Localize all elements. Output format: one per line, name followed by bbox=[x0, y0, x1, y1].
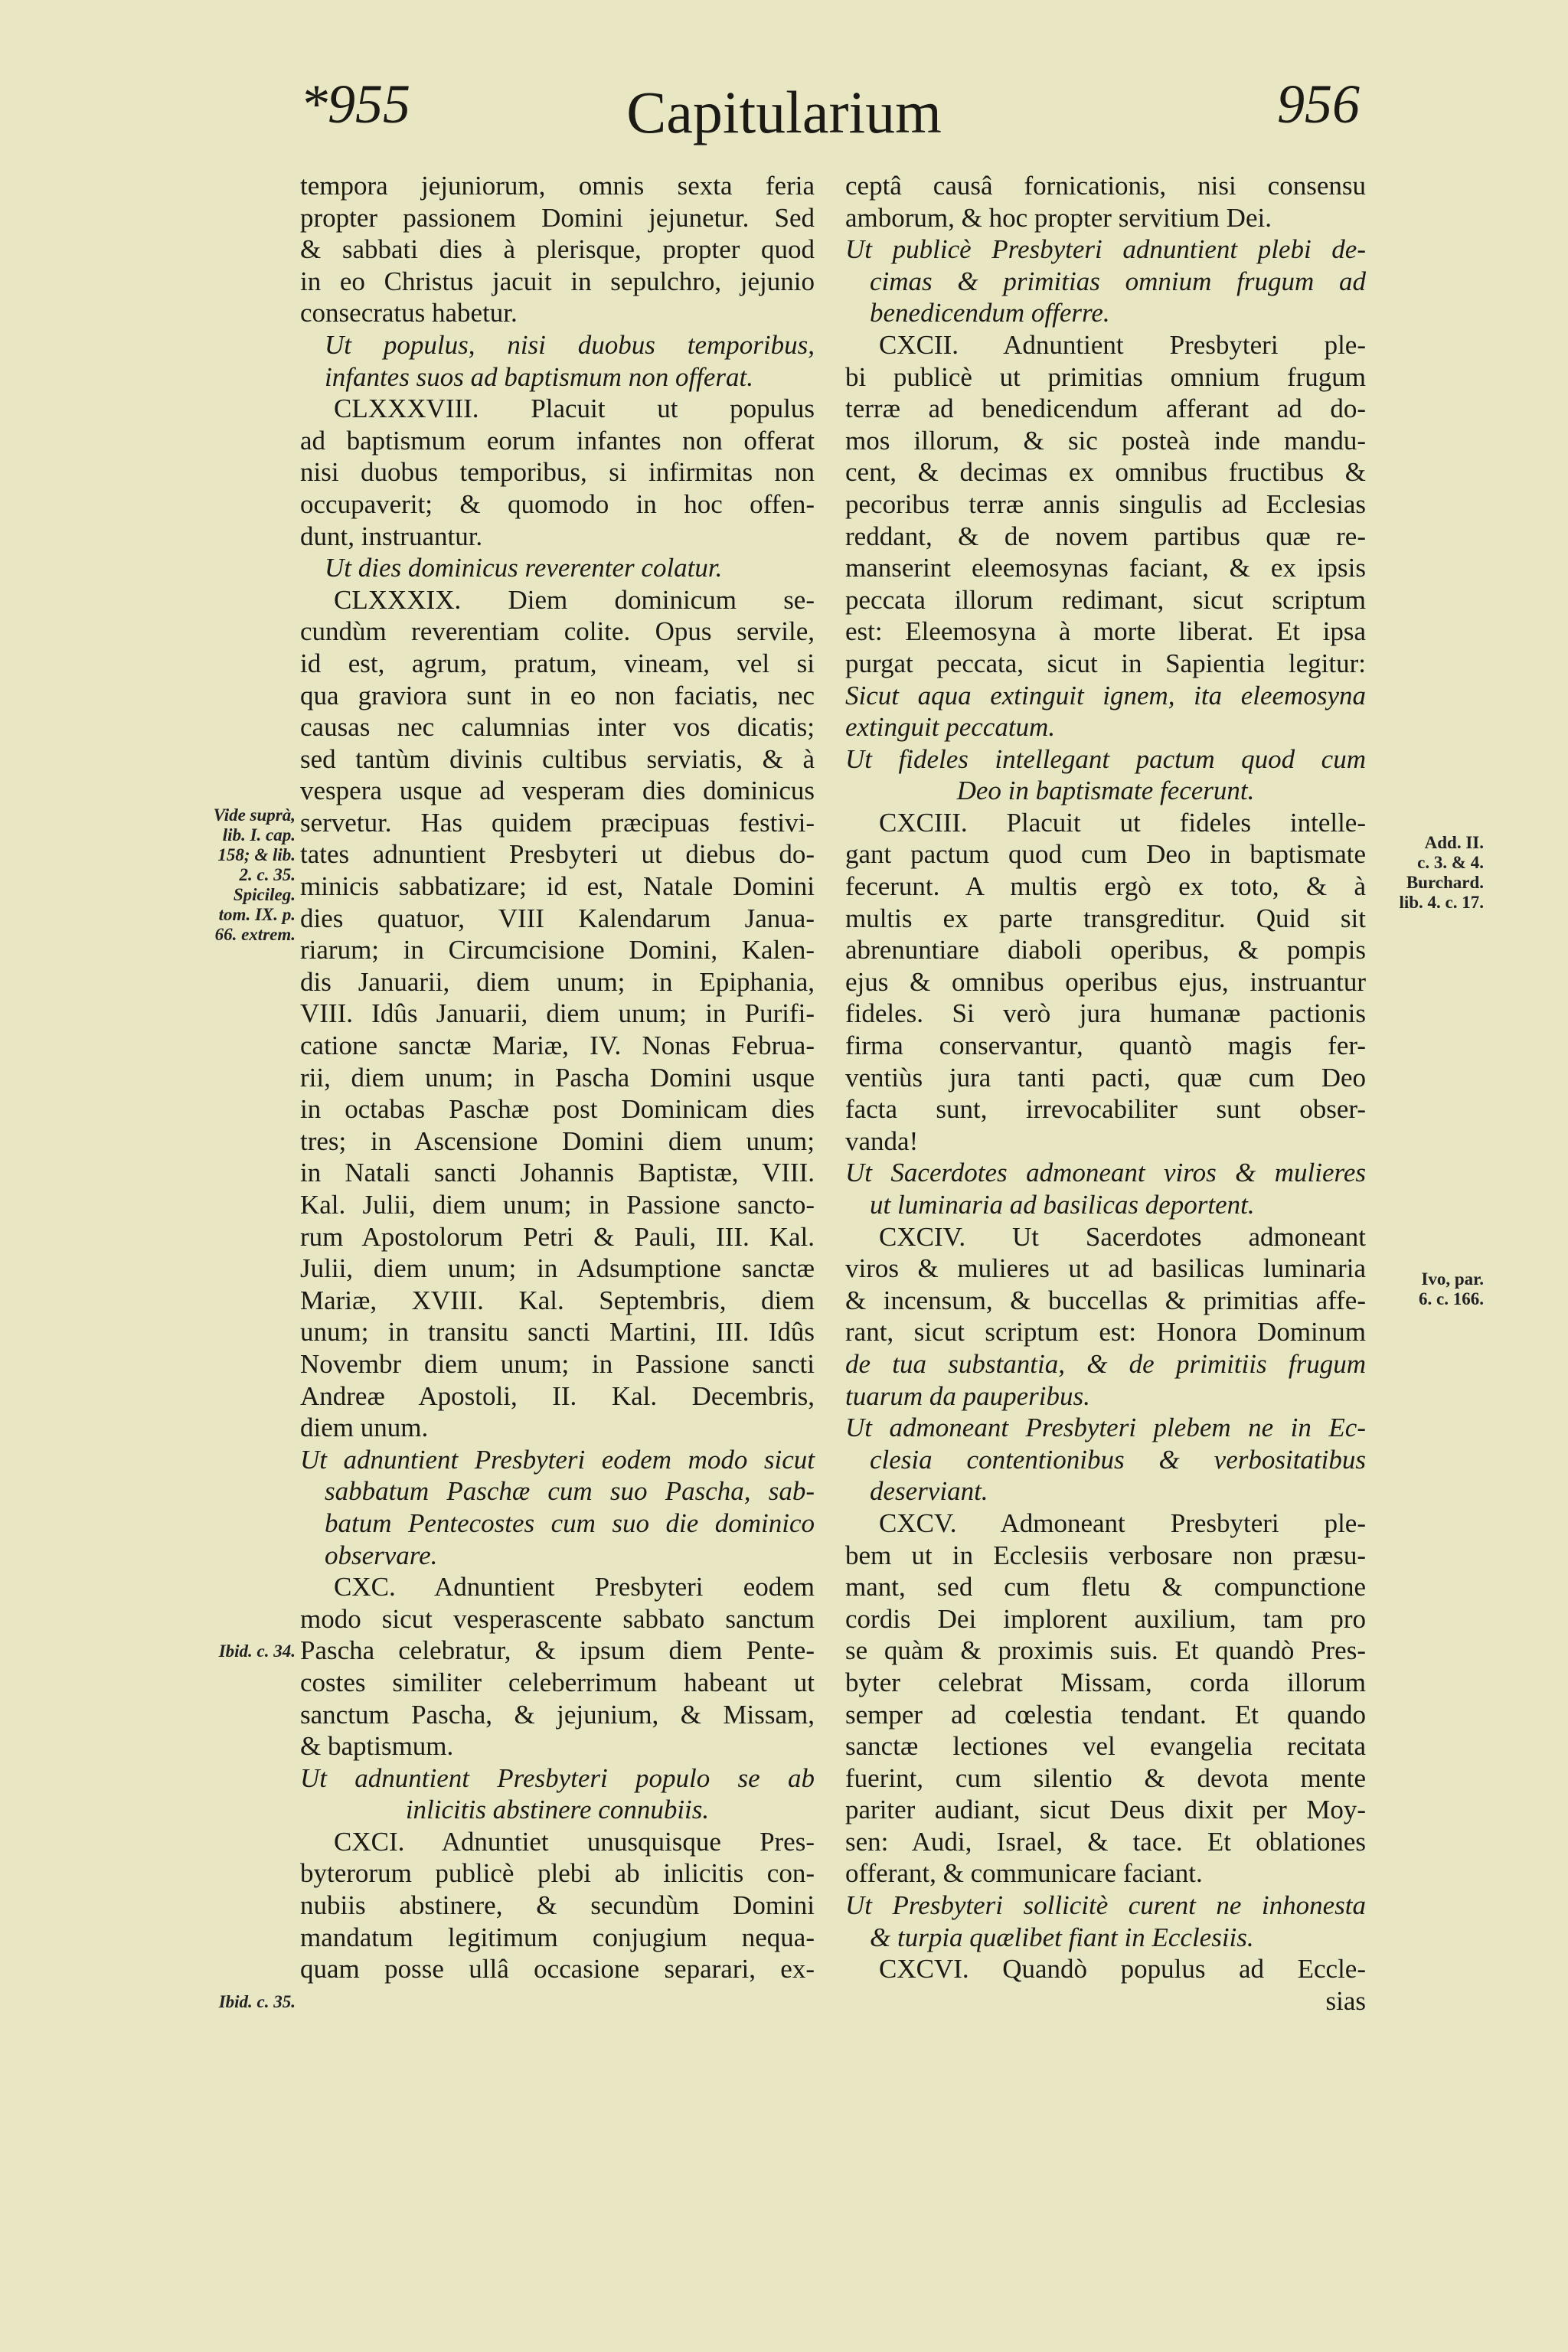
text-line: tempora jejuniorum, omnis sexta feria bbox=[300, 171, 815, 201]
text-line: CXCIII. Placuit ut fideles intelle- bbox=[879, 807, 1366, 838]
text-line: Julii, diem unum; in Adsumptione sanctæ bbox=[300, 1253, 815, 1284]
text-line: tates adnuntient Presbyteri ut diebus do- bbox=[300, 839, 815, 870]
text-line: rii, diem unum; in Pascha Domini usque bbox=[300, 1062, 815, 1093]
text-line: byterorum publicè plebi ab inlicitis con- bbox=[300, 1858, 815, 1889]
text-line: gant pactum quod cum Deo in baptismate bbox=[845, 839, 1366, 870]
text-line: Ut Presbyteri sollicitè curent ne inhonesta bbox=[845, 1890, 1366, 1921]
text-line: minicis sabbatizare; id est, Natale Domini bbox=[300, 871, 815, 902]
text-line: dis Januarii, diem unum; in Epiphania, bbox=[300, 966, 815, 997]
text-line: CLXXXVIII. Placuit ut populus bbox=[334, 394, 815, 424]
text-line: pecoribus terræ annis singulis ad Ecclesias bbox=[845, 488, 1366, 519]
running-title: Capitularium bbox=[626, 79, 942, 145]
margin-note-ibid-35 bbox=[173, 1992, 296, 2012]
text-line: offerant, & communicare faciant. bbox=[845, 1858, 1203, 1889]
text-line: Mariæ, XVIII. Kal. Septembris, diem bbox=[300, 1285, 815, 1315]
text-line: nubiis abstinere, & secundùm Domini bbox=[300, 1890, 815, 1921]
text-line: observare. bbox=[325, 1540, 438, 1570]
text-line: Ut populus, nisi duobus temporibus, bbox=[325, 329, 815, 360]
text-line: sanctæ lectiones vel evangelia recitata bbox=[845, 1731, 1366, 1762]
text-line: semper ad cœlestia tendant. Et quando bbox=[845, 1699, 1366, 1730]
text-line: benedicendum offerre. bbox=[870, 298, 1110, 328]
margin-note-line: 158; & lib. bbox=[217, 845, 296, 864]
text-line: Sicut aqua extinguit ignem, ita eleemosyna bbox=[845, 680, 1366, 710]
text-line: Ut dies dominicus reverenter colatur. bbox=[325, 553, 723, 583]
text-line: Kal. Julii, diem unum; in Passione sancto- bbox=[300, 1190, 815, 1220]
text-line: sias bbox=[1325, 1985, 1366, 2016]
text-line: id est, agrum, pratum, vineam, vel si bbox=[300, 648, 815, 678]
text-line: CXCI. Adnuntiet unusquisque Pres- bbox=[334, 1826, 815, 1857]
text-line: cimas & primitias omnium frugum ad bbox=[870, 266, 1366, 296]
text-line: ejus & omnibus operibus ejus, instruantur bbox=[845, 966, 1366, 997]
text-line: pariter audiant, sicut Deus dixit per Moy- bbox=[845, 1795, 1366, 1825]
text-line: bi publicè ut primitias omnium frugum bbox=[845, 361, 1366, 392]
text-line: cundùm reverentiam colite. Opus servile, bbox=[300, 616, 815, 647]
text-line: clesia contentionibus & verbositatibus bbox=[870, 1444, 1366, 1475]
text-line: ceptâ causâ fornicationis, nisi consensu bbox=[845, 171, 1366, 201]
text-line: mandatum legitimum conjugium nequa- bbox=[300, 1922, 815, 1952]
margin-note-line: Ivo, par. bbox=[1421, 1269, 1484, 1289]
text-line: mant, sed cum fletu & compunctione bbox=[845, 1572, 1366, 1602]
text-line: vespera usque ad vesperam dies dominicus bbox=[300, 776, 815, 806]
margin-note-line: 6. c. 166. bbox=[1419, 1289, 1484, 1308]
text-line: riarum; in Circumcisione Domini, Kalen- bbox=[300, 935, 815, 965]
text-line: reddant, & de novem partibus quæ re- bbox=[845, 521, 1366, 551]
margin-note-line: lib. I. cap. bbox=[222, 825, 296, 844]
text-line: tuarum da pauperibus. bbox=[845, 1380, 1090, 1411]
text-line: CXCV. Admoneant Presbyteri ple- bbox=[879, 1508, 1366, 1538]
text-line: quam posse ullâ occasione separari, ex- bbox=[300, 1954, 815, 1984]
text-line: diem unum. bbox=[300, 1413, 429, 1443]
margin-note-ivo bbox=[1392, 1269, 1484, 1309]
text-line: sed tantùm divinis cultibus serviatis, & à bbox=[300, 743, 815, 774]
text-line: qua graviora sunt in eo non faciatis, nec bbox=[300, 680, 815, 710]
text-line: catione sanctæ Mariæ, IV. Nonas Februa- bbox=[300, 1031, 815, 1061]
text-line: & incensum, & buccellas & primitias affe- bbox=[845, 1285, 1366, 1315]
text-line: tres; in Ascensione Domini diem unum; bbox=[300, 1125, 815, 1156]
text-line: dies quatuor, VIII Kalendarum Janua- bbox=[300, 903, 815, 933]
text-line: ventiùs jura tanti pacti, quæ cum Deo bbox=[845, 1062, 1366, 1093]
left-page-number: *955 bbox=[300, 74, 410, 135]
text-line: deserviant. bbox=[870, 1476, 988, 1507]
margin-note-line: 2. c. 35. bbox=[239, 865, 296, 884]
margin-note-add-burchard bbox=[1392, 833, 1484, 913]
text-line: modo sicut vesperascente sabbato sanctum bbox=[300, 1603, 815, 1634]
text-line: abrenuntiare diaboli operibus, & pompis bbox=[845, 935, 1366, 965]
margin-note-line: Add. II. bbox=[1424, 833, 1484, 852]
margin-note-line: Burchard. bbox=[1406, 873, 1484, 892]
text-line: servetur. Has quidem præcipuas festivi- bbox=[300, 807, 815, 838]
text-line: Ut adnuntient Presbyteri populo se ab bbox=[300, 1762, 815, 1793]
margin-note-line: Vide suprà, bbox=[213, 805, 296, 825]
text-line: VIII. Idûs Januarii, diem unum; in Purifi- bbox=[300, 998, 815, 1029]
text-line: consecratus habetur. bbox=[300, 298, 518, 328]
text-line: causas nec calumnias inter vos dicatis; bbox=[300, 712, 815, 743]
text-line: cent, & decimas ex omnibus fructibus & bbox=[845, 457, 1366, 488]
text-line: CXCII. Adnuntient Presbyteri ple- bbox=[879, 329, 1366, 360]
text-line: CXCVI. Quandò populus ad Eccle- bbox=[879, 1954, 1366, 1984]
text-line: byter celebrat Missam, corda illorum bbox=[845, 1667, 1366, 1697]
right-text-column bbox=[845, 170, 1366, 2017]
text-line: Deo in baptismate fecerunt. bbox=[956, 776, 1255, 806]
margin-note-vide-supra bbox=[173, 805, 296, 945]
text-line: est: Eleemosyna à morte liberat. Et ipsa bbox=[845, 616, 1366, 647]
text-line: ad baptismum eorum infantes non offerat bbox=[300, 425, 815, 456]
text-line: Ut publicè Presbyteri adnuntient plebi de- bbox=[845, 234, 1366, 265]
text-line: in eo Christus jacuit in sepulchro, jejunio bbox=[300, 266, 815, 296]
margin-note-line: Ibid. c. 35. bbox=[218, 1992, 296, 2011]
text-line: fecerunt. A multis ergò ex toto, & à bbox=[845, 871, 1366, 902]
margin-note-line: tom. IX. p. bbox=[218, 905, 296, 924]
text-line: & turpia quælibet fiant in Ecclesiis. bbox=[870, 1922, 1254, 1952]
text-line: dunt, instruantur. bbox=[300, 521, 483, 551]
text-line: batum Pentecostes cum suo die dominico bbox=[325, 1508, 815, 1538]
text-line: sabbatum Paschæ cum suo Pascha, sab- bbox=[325, 1476, 815, 1507]
margin-note-line: Spicileg. bbox=[233, 885, 296, 904]
text-line: inlicitis abstinere connubiis. bbox=[405, 1795, 710, 1825]
text-line: ut luminaria ad basilicas deportent. bbox=[870, 1190, 1255, 1220]
text-line: Novembr diem unum; in Passione sancti bbox=[300, 1348, 815, 1379]
text-line: Ut fideles intellegant pactum quod cum bbox=[845, 743, 1366, 774]
text-line: extinguit peccatum. bbox=[845, 712, 1056, 743]
text-line: nisi duobus temporibus, si infirmitas non bbox=[300, 457, 815, 488]
text-line: bem ut in Ecclesiis verbosare non præsu- bbox=[845, 1540, 1366, 1570]
text-line: fideles. Si verò jura humanæ pactionis bbox=[845, 998, 1366, 1029]
text-line: costes similiter celeberrimum habeant ut bbox=[300, 1667, 815, 1697]
text-line: rant, sicut scriptum est: Honora Dominum bbox=[845, 1317, 1366, 1348]
text-line: amborum, & hoc propter servitium Dei. bbox=[845, 202, 1272, 233]
text-line: fuerint, cum silentio & devota mente bbox=[845, 1762, 1366, 1793]
text-line: Ut Sacerdotes admoneant viros & mulieres bbox=[845, 1158, 1366, 1188]
text-line: in octabas Paschæ post Dominicam dies bbox=[300, 1094, 815, 1125]
text-line: propter passionem Domini jejunetur. Sed bbox=[300, 202, 815, 233]
text-line: purgat peccata, sicut in Sapientia legitur: bbox=[845, 648, 1366, 678]
text-line: sen: Audi, Israel, & tace. Et oblationes bbox=[845, 1826, 1366, 1857]
margin-note-line: c. 3. & 4. bbox=[1417, 853, 1484, 872]
text-line: in Natali sancti Johannis Baptistæ, VIII. bbox=[300, 1158, 815, 1188]
text-line: mos illorum, & sic posteà inde mandu- bbox=[845, 425, 1366, 456]
margin-note-line: lib. 4. c. 17. bbox=[1399, 893, 1484, 912]
text-line: se quàm & proximis suis. Et quandò Pres- bbox=[845, 1635, 1366, 1666]
text-line: facta sunt, irrevocabiliter sunt obser- bbox=[845, 1094, 1366, 1125]
text-line: occupaverit; & quomodo in hoc offen- bbox=[300, 488, 815, 519]
text-line: CXCIV. Ut Sacerdotes admoneant bbox=[879, 1221, 1366, 1252]
margin-note-ibid-34 bbox=[173, 1642, 296, 1661]
text-line: cordis Dei implorent auxilium, tam pro bbox=[845, 1603, 1366, 1634]
text-line: unum; in transitu sancti Martini, III. Idûs bbox=[300, 1317, 815, 1348]
text-line: Pascha celebratur, & ipsum diem Pente- bbox=[300, 1635, 815, 1666]
text-line: Ut adnuntient Presbyteri eodem modo sicut bbox=[300, 1444, 815, 1475]
text-line: CXC. Adnuntient Presbyteri eodem bbox=[334, 1572, 815, 1602]
text-line: terræ ad benedicendum afferant ad do- bbox=[845, 394, 1366, 424]
left-text-column bbox=[300, 170, 815, 1985]
margin-note-line: Ibid. c. 34. bbox=[218, 1642, 296, 1661]
margin-note-line: 66. extrem. bbox=[214, 925, 296, 944]
text-line: viros & mulieres ut ad basilicas luminaria bbox=[845, 1253, 1366, 1284]
text-line: rum Apostolorum Petri & Pauli, III. Kal. bbox=[300, 1221, 815, 1252]
text-line: sanctum Pascha, & jejunium, & Missam, bbox=[300, 1699, 815, 1730]
text-line: Ut admoneant Presbyteri plebem ne in Ec- bbox=[845, 1413, 1366, 1443]
text-line: manserint eleemosynas faciant, & ex ipsis bbox=[845, 553, 1366, 583]
text-line: peccata illorum redimant, sicut scriptum bbox=[845, 584, 1366, 615]
text-line: Andreæ Apostoli, II. Kal. Decembris, bbox=[300, 1380, 815, 1411]
text-line: de tua substantia, & de primitiis frugum bbox=[845, 1348, 1366, 1379]
right-page-number: 956 bbox=[1277, 74, 1360, 135]
text-line: multis ex parte transgreditur. Quid sit bbox=[845, 903, 1366, 933]
text-line: vanda! bbox=[845, 1125, 919, 1156]
text-line: & baptismum. bbox=[300, 1731, 454, 1762]
text-line: firma conservantur, quantò magis fer- bbox=[845, 1031, 1366, 1061]
text-line: & sabbati dies à plerisque, propter quod bbox=[300, 234, 815, 265]
text-line: CLXXXIX. Diem dominicum se- bbox=[334, 584, 815, 615]
text-line: infantes suos ad baptismum non offerat. bbox=[325, 361, 754, 392]
